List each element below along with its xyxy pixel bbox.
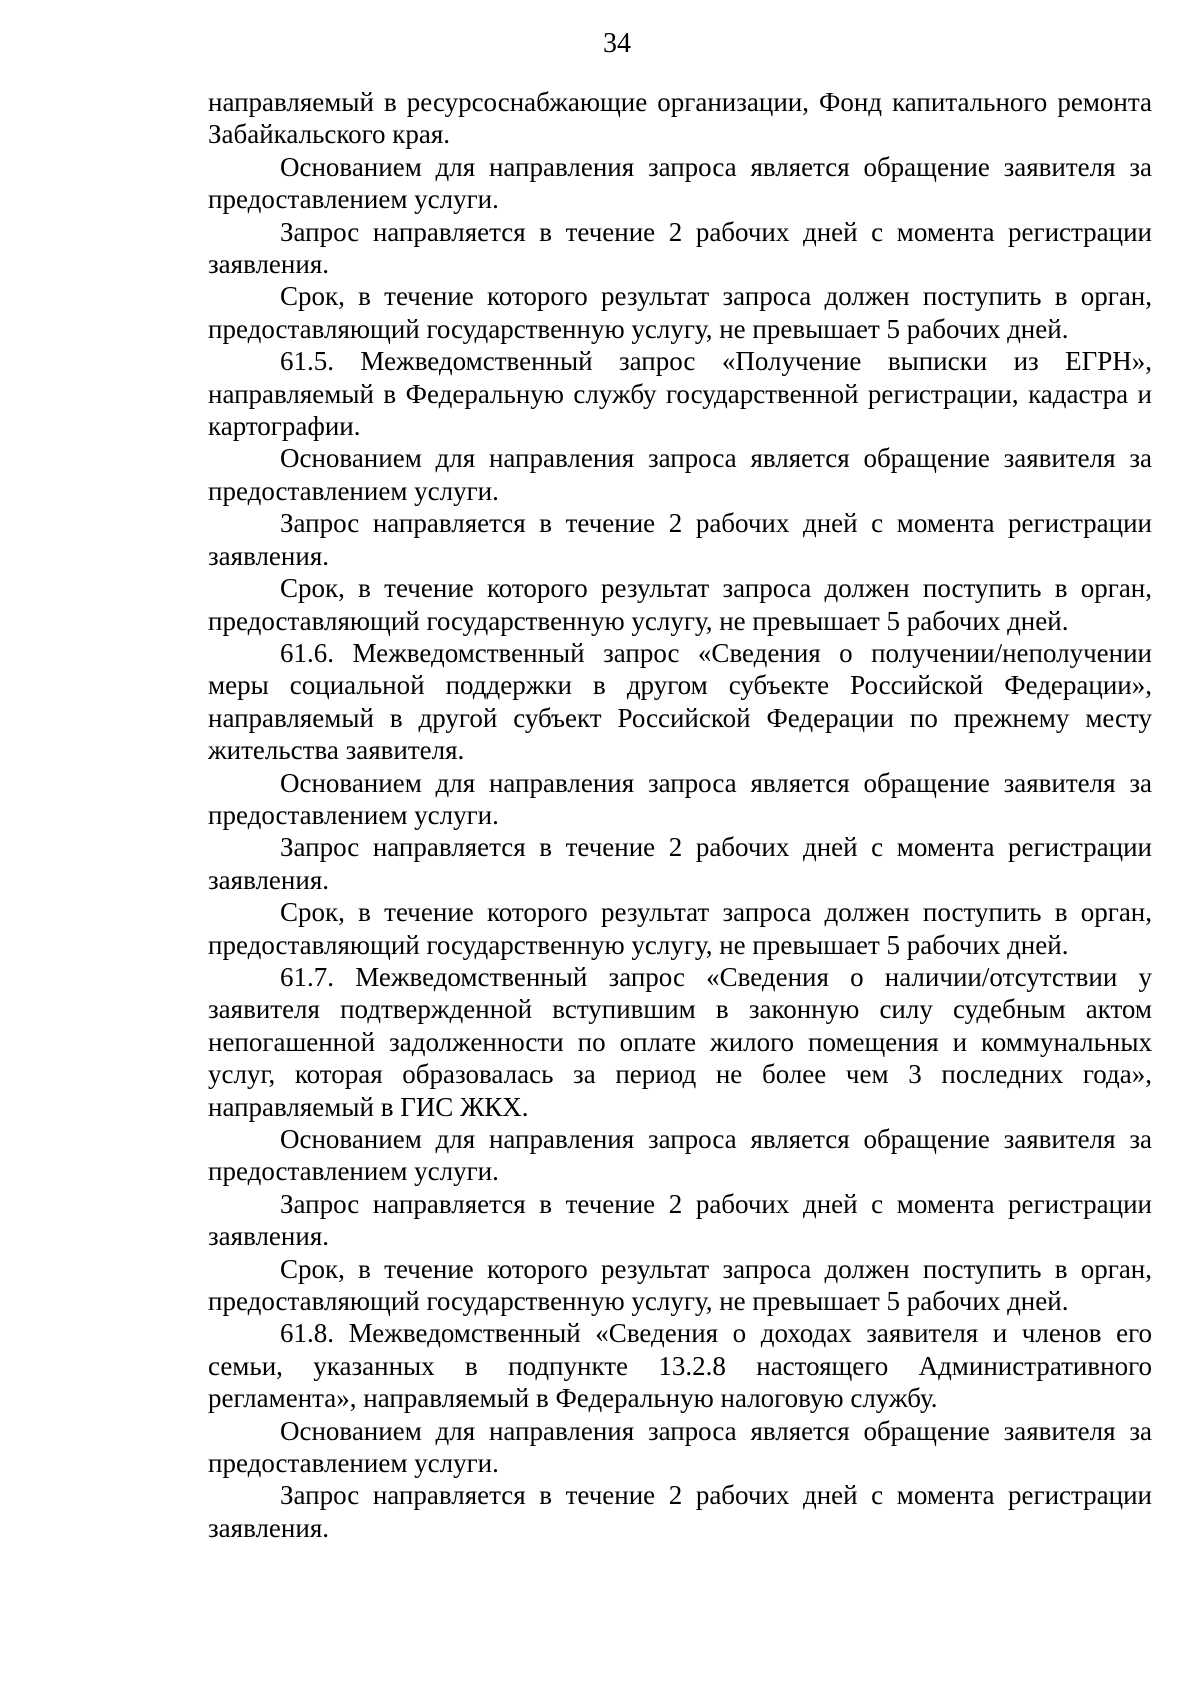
paragraph-basis: Основанием для направления запроса является обращение заявителя за предоставлением услуги. bbox=[208, 1124, 1152, 1187]
paragraph-timing: Запрос направляется в течение 2 рабочих дней с момента регистрации заявления. bbox=[208, 216, 1152, 280]
paragraph-timing: Запрос направляется в течение 2 рабочих дней с момента регистрации заявления. bbox=[208, 508, 1152, 571]
paragraph-deadline: Срок, в течение которого результат запроса должен поступить в орган, предоставляющий государственную услугу, не превышает 5 рабочих дней. bbox=[208, 573, 1152, 636]
document-body bbox=[208, 86, 1152, 1544]
paragraph-basis: Основанием для направления запроса является обращение заявителя за предоставлением услуги. bbox=[208, 1415, 1152, 1479]
paragraph-timing: Запрос направляется в течение 2 рабочих дней с момента регистрации заявления. bbox=[208, 832, 1152, 895]
paragraph-basis: Основанием для направления запроса является обращение заявителя за предоставлением услуги. bbox=[208, 151, 1152, 215]
page-number: 34 bbox=[603, 28, 631, 59]
paragraph-deadline: Срок, в течение которого результат запроса должен поступить в орган, предоставляющий государственную услугу, не превышает 5 рабочих дней. bbox=[208, 281, 1152, 344]
paragraph-item-61-7: 61.7. Межведомственный запрос «Сведения о наличии/отсутствии у заявителя подтвержденной вступившим в законную силу судебным актом непогашенной задолженности по оплате жилого помещения и коммунальных услуг, которая образовалась за период не более чем 3 последних года», направляемый в ГИС ЖКХ. bbox=[208, 961, 1152, 1122]
paragraph-basis: Основанием для направления запроса является обращение заявителя за предоставлением услуги. bbox=[208, 443, 1152, 506]
paragraph-item-61-6: 61.6. Межведомственный запрос «Сведения о получении/неполучении меры социальной поддержки в другом субъекте Российской Федерации», направляемый в другой субъект Российской Федерации по прежнему месту жительства заявителя. bbox=[208, 637, 1152, 766]
paragraph-item-61-8: 61.8. Межведомственный «Сведения о доходах заявителя и членов его семьи, указанных в подпункте 13.2.8 настоящего Административного регламента», направляемый в Федеральную налоговую службу. bbox=[208, 1318, 1152, 1414]
paragraph-timing: Запрос направляется в течение 2 рабочих дней с момента регистрации заявления. bbox=[208, 1188, 1152, 1252]
paragraph-deadline: Срок, в течение которого результат запроса должен поступить в орган, предоставляющий государственную услугу, не превышает 5 рабочих дней. bbox=[208, 1253, 1152, 1317]
paragraph-deadline: Срок, в течение которого результат запроса должен поступить в орган, предоставляющий государственную услугу, не превышает 5 рабочих дней. bbox=[208, 897, 1152, 960]
paragraph-item-61-5: 61.5. Межведомственный запрос «Получение выписки из ЕГРН», направляемый в Федеральную службу государственной регистрации, кадастра и картографии. bbox=[208, 346, 1152, 442]
paragraph-basis: Основанием для направления запроса является обращение заявителя за предоставлением услуги. bbox=[208, 767, 1152, 830]
paragraph-continuation: направляемый в ресурсоснабжающие организации, Фонд капитального ремонта Забайкальского края. bbox=[208, 87, 1152, 150]
paragraph-timing: Запрос направляется в течение 2 рабочих дней с момента регистрации заявления. bbox=[208, 1480, 1152, 1543]
